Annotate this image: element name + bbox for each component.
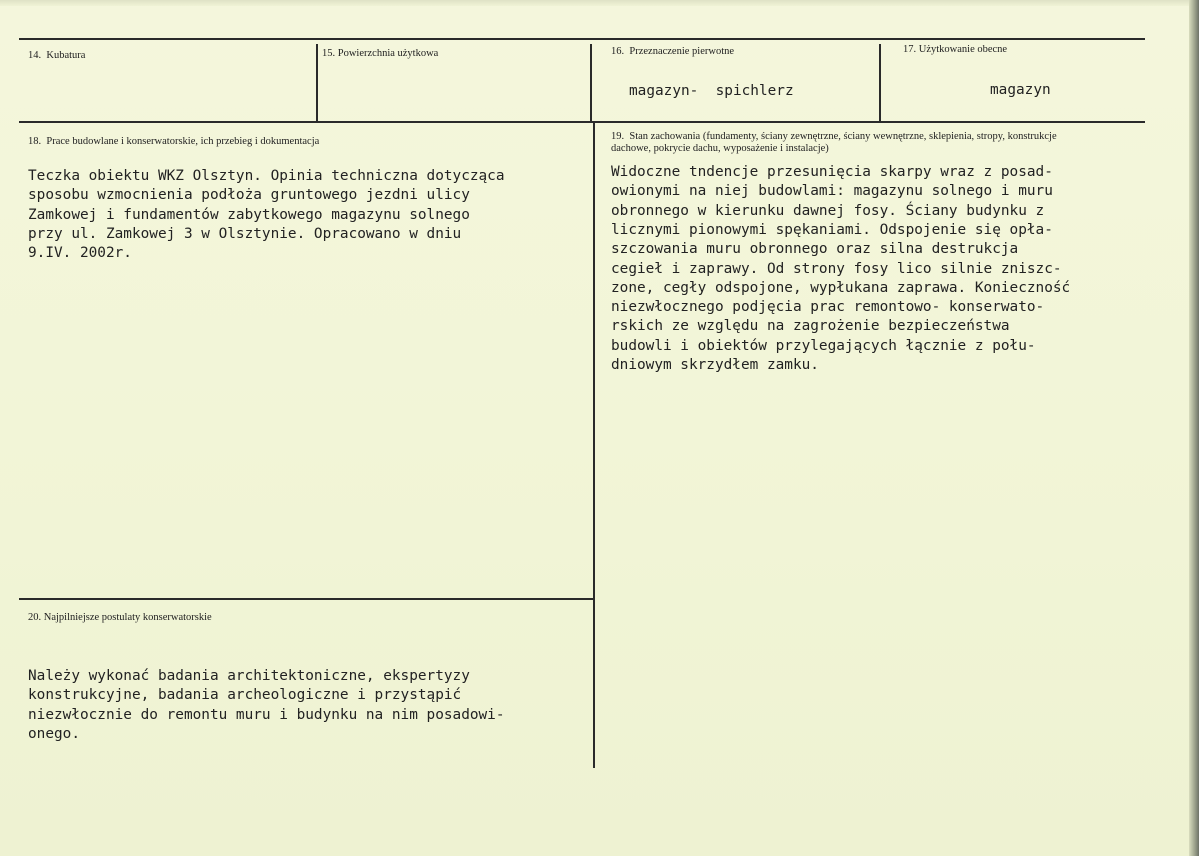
prace-line: Zamkowej i fundamentów zabytkowego magazynu solnego xyxy=(28,206,470,223)
stan-line: rskich ze względu na zagrożenie bezpieczeństwa xyxy=(611,318,1010,335)
divider-18-19 xyxy=(593,123,595,768)
divider-15-16 xyxy=(590,44,592,122)
uzytkowanie-label: 17. Użytkowanie obecne xyxy=(903,44,1008,55)
prace-line: Teczka obiektu WKZ Olsztyn. Opinia techniczna dotycząca xyxy=(28,168,505,184)
prace-label: 18. Prace budowlane i konserwatorskie, ich przebieg i dokumentacja xyxy=(28,136,320,147)
top-rule xyxy=(19,38,1145,40)
stan-label-line2: dachowe, pokrycie dachu, wyposażenie i instalacje) xyxy=(611,143,829,154)
postulaty-label: 20. Najpilniejsze postulaty konserwatorskie xyxy=(28,612,212,623)
prace-line: 9.IV. 2002r. xyxy=(28,245,132,262)
row1-bottom-rule xyxy=(19,121,1145,123)
powierzchnia-label: 15. Powierzchnia użytkowa xyxy=(322,48,439,59)
prace-line: sposobu wzmocnienia podłoża gruntowego jezdni ulicy xyxy=(28,187,470,204)
stan-line: szczowania muru obronnego oraz silna destrukcja xyxy=(611,241,1019,258)
postulaty-line: niezwłocznie do remontu muru i budynku na nim posadowi- xyxy=(28,706,505,723)
postulaty-line: Należy wykonać badania architektoniczne, ekspertyzy xyxy=(28,668,470,684)
stan-line: obronnego w kierunku dawnej fosy. Ściany budynku z xyxy=(611,202,1045,219)
card-right-edge xyxy=(1189,0,1199,856)
stan-line: zone, cegły odspojone, wypłukana zaprawa. Konieczność xyxy=(611,279,1071,296)
stan-line: budowli i obiektów przylegających łącznie z połu- xyxy=(611,337,1036,354)
stan-line: niezwłocznego podjęcia prac remontowo- konserwato- xyxy=(611,299,1045,316)
postulaty-top-rule xyxy=(19,598,595,600)
postulaty-line: onego. xyxy=(28,725,80,742)
stan-line: Widoczne tndencje przesunięcia skarpy wraz z posad- xyxy=(611,164,1053,180)
przeznaczenie-value: magazyn- spichlerz xyxy=(629,83,794,99)
stan-line: cegieł i zaprawy. Od strony fosy lico silnie zniszc- xyxy=(611,260,1062,277)
stan-line: licznymi pionowymi spękaniami. Odspojenie się opła- xyxy=(611,221,1053,238)
kubatura-label: 14. Kubatura xyxy=(28,50,86,61)
stan-line: dniowym skrzydłem zamku. xyxy=(611,357,819,373)
divider-14-15 xyxy=(316,44,318,122)
divider-16-17 xyxy=(879,44,881,122)
stan-line: owionymi na niej budowlami: magazynu solnego i muru xyxy=(611,183,1053,200)
prace-line: przy ul. Zamkowej 3 w Olsztynie. Opracowano w dniu xyxy=(28,225,462,242)
card-top-edge xyxy=(0,0,1199,6)
przeznaczenie-label: 16. Przeznaczenie pierwotne xyxy=(611,46,735,57)
postulaty-line: konstrukcyjne, badania archeologiczne i przystąpić xyxy=(28,687,462,704)
stan-label-line1: 19. Stan zachowania (fundamenty, ściany zewnętrzne, ściany wewnętrzne, sklepienia, stropy, konstrukcje xyxy=(611,131,1057,142)
uzytkowanie-value: magazyn xyxy=(990,82,1051,98)
